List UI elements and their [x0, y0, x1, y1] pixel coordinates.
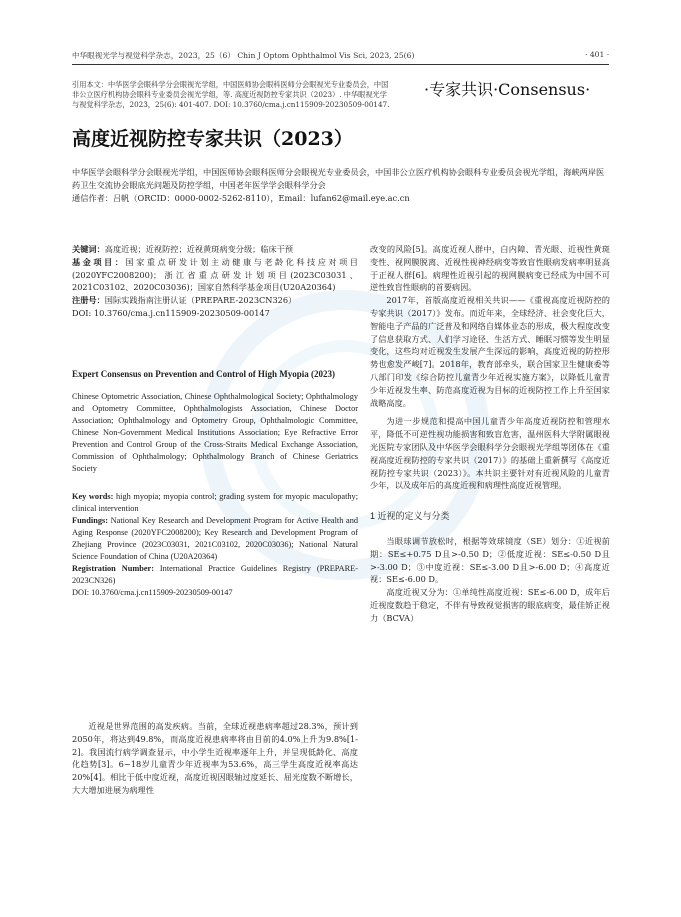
en-title: Expert Consensus on Prevention and Control of High Myopia (2023): [72, 369, 335, 379]
en-fund: National Key Research and Development Program for Active Health and Aging Response (2020YFC2008200); Key Research and Development Program of Zhejiang Province (2023C03031, 2021C03102, 2020C03036); National Natural Science Foundation of China (U20A20364): [72, 516, 358, 561]
cn-reg-label: 注册号：: [72, 295, 105, 306]
author-block: [72, 166, 612, 205]
category-tag: ·专家共识·Consensus·: [424, 80, 591, 99]
body-paragraph: 当眼球调节放松时，根据等效球镜度（SE）划分：①近视前期：SE≤+0.75 D且>-0.50 D；②低度近视：SE≤-0.50 D且>-3.00 D；③中度近视：SE≤-3.00 D且>-6.00 D；④高度近视：SE≤-6.00 D。: [370, 535, 610, 585]
body-paragraph: 为进一步规范和提高中国儿童青少年高度近视防控和管理水平，降低不可逆性视功能损害和致盲危害，温州医科大学附属眼视光医院专家团队及中华医学会眼科学分会眼视光学组等团体在《重视高度近视防控的专家共识（2017）》的基础上重新撰写《高度近视防控专家共识（2023）》。本共识主要针对有近视风险的儿童青少年，以及成年后的高度近视和病理性高度近视管理。: [370, 416, 610, 491]
body-paragraph: 高度近视又分为：①单纯性高度近视：SE≤-6.00 D，成年后近视度数趋于稳定，不伴有导致视觉损害的眼底病变，最佳矫正视力（BCVA）: [370, 587, 610, 623]
body-paragraph: 2017年，首版高度近视相关共识——《重视高度近视防控的专家共识（2017）》发布。而近年来，全球经济、社会变化巨大，智能电子产品的广泛普及和网络自媒体业态的形成，极大程度改变了信息获取方式、人们学习途径、生活方式、睡眠习惯等发生明显变化，这些均对近视发生发展产生深远的影响，高度近视的防控形势也愈发严峻[7]。2018年，教育部牵头，联合国家卫生健康委等八部门印发《综合防控儿童青少年近视实施方案》，以降低儿童青少年近视发生率、防范高度近视为目标的近视防控工作上升至国家战略高度。: [370, 295, 610, 408]
section-heading: 1 近视的定义与分类: [370, 511, 450, 522]
header-rule: [72, 64, 609, 65]
body-paragraph: 近视是世界范围的高发疾病。当前，全球近视患病率超过28.3%，预计到2050年，将达到49.8%，而高度近视患病率将由目前的4.0%上升为9.8%[1-2]。我国流行病学调查显示，中小学生近视率逐年上升，并呈现低龄化、高度化趋势[3]。6~18岁儿童青少年近视率为53.6%，高三学生高度近视率高达20%[4]。相比于低中度近视，高度近视因眼轴过度延长、屈光度数不断增长，大大增加进展为病理性: [72, 721, 358, 795]
cn-metadata: [72, 243, 358, 320]
cn-fund-label: 基金项目：: [72, 256, 126, 267]
en-reg-label: Registration Number:: [72, 564, 154, 573]
body-left-column: [72, 720, 358, 797]
en-keywords: high myopia; myopia control; grading system for myopic maculopathy; clinical intervention: [72, 492, 358, 513]
en-doi: DOI: 10.3760/cma.j.cn115909-20230509-00147: [72, 588, 233, 597]
cn-fund: 国家重点研发计划主动健康与老龄化科技应对项目(2020YFC2008200)；浙江省重点研发计划项目(2023C03031、2021C03102、2020C03036)；国家自然科学基金项目(U20A20364): [72, 256, 358, 293]
cn-keywords-label: 关键词：: [72, 244, 105, 254]
page-number: · 401 ·: [585, 50, 610, 59]
en-metadata: [72, 368, 358, 599]
cn-reg: 国际实践指南注册认证（PREPARE-2023CN326）: [104, 295, 297, 306]
en-keywords-label: Key words:: [72, 492, 114, 501]
en-orgs: Chinese Optometric Association, Chinese Ophthalmological Society; Ophthalmology and Optometry Committee, Ophthalmologists Association, Chinese Doctor Association; Ophthalmology and Optometry Group, Ophthalmologic Committee, Chinese Non-Government Medical Institutions Association; Eye Refractive Error Prevention and Control Group of the Cross-Straits Medical Exchange Association, Commission of Ophthalmology; Ophthalmology Branch of Chinese Geriatrics Society: [72, 392, 358, 473]
running-header: 中华眼视光学与视觉科学杂志，2023，25（6） Chin J Optom Ophthalmol Vis Sci, 2023, 25(6): [72, 51, 415, 60]
article-title: 高度近视防控专家共识（2023）: [72, 128, 353, 150]
en-fund-label: Fundings:: [72, 516, 108, 525]
citation: 引用本文：中华医学会眼科学分会眼视光学组，中国医师协会眼科医师分会眼视光专业委员会，中国非公立医疗机构协会眼科专业委员会视光学组，等. 高度近视防控专家共识（2023）. 中华眼视光学与视觉科学杂志，2023，25(6): 401-407. DOI: 10.3760/cma.j.cn115909-20230509-00147.: [72, 80, 390, 110]
corresponding-author: 通信作者：吕帆（ORCID：0000-0002-5262-8110），Email：lufan62@mail.eye.ac.cn: [72, 193, 410, 203]
author-organizations: 中华医学会眼科学分会眼视光学组，中国医师协会眼科医师分会眼视光专业委员会，中国非公立医疗机构协会眼科专业委员会视光学组，海峡两岸医药卫生交流协会眼底光问题及防控学组，中国老年医学学会眼科学分会: [72, 167, 605, 190]
cn-doi: DOI: 10.3760/cma.j.cn115909-20230509-00147: [72, 307, 270, 318]
body-right-column: [370, 243, 610, 625]
cn-keywords: 高度近视；近视防控；近视黄斑病变分级；临床干预: [104, 244, 294, 254]
en-reg: International Practice Guidelines Registry (PREPARE-2023CN326): [72, 564, 359, 585]
body-paragraph: 改变的风险[5]。高度近视人群中，白内障、青光眼、近视性黄斑变性、视网膜脱离、近视性视神经病变等致盲性眼病发病率明显高于正视人群[6]。病理性近视引起的视网膜病变已经成为中国不可逆性致盲性眼病的首要病因。: [370, 244, 610, 293]
